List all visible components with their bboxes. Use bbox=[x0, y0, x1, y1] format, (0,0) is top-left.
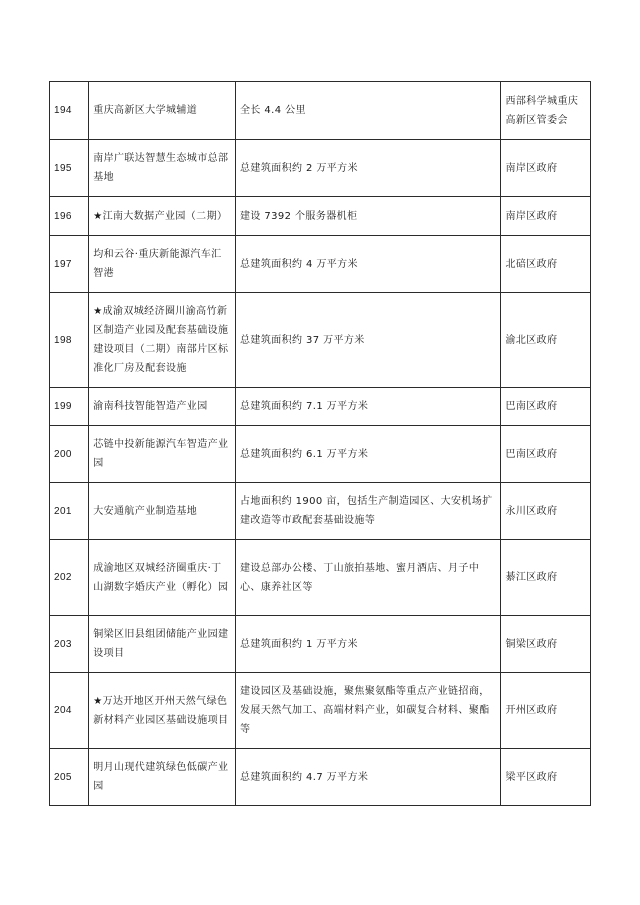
project-content: 总建筑面积约 4.7 万平方米 bbox=[236, 749, 501, 806]
project-name: 均和云谷·重庆新能源汽车汇智港 bbox=[89, 236, 236, 293]
table-row bbox=[50, 140, 591, 197]
project-content: 建设园区及基础设施，聚焦聚氨酯等重点产业链招商，发展天然气加工、高端材料产业，如碳复合材料、聚酯等 bbox=[236, 673, 501, 749]
row-number: 205 bbox=[50, 749, 89, 806]
project-content: 总建筑面积约 2 万平方米 bbox=[236, 140, 501, 197]
project-name: 铜梁区旧县组团储能产业园建设项目 bbox=[89, 616, 236, 673]
table-row bbox=[50, 483, 591, 540]
responsible-unit: 西部科学城重庆高新区管委会 bbox=[501, 82, 591, 140]
project-content: 总建筑面积约 6.1 万平方米 bbox=[236, 426, 501, 483]
table-row bbox=[50, 388, 591, 426]
row-number: 198 bbox=[50, 293, 89, 388]
responsible-unit: 南岸区政府 bbox=[501, 140, 591, 197]
responsible-unit: 渝北区政府 bbox=[501, 293, 591, 388]
responsible-unit: 铜梁区政府 bbox=[501, 616, 591, 673]
row-number: 196 bbox=[50, 197, 89, 236]
row-number: 201 bbox=[50, 483, 89, 540]
row-number: 202 bbox=[50, 540, 89, 616]
project-content: 建设总部办公楼、丁山旅拍基地、蜜月酒店、月子中心、康养社区等 bbox=[236, 540, 501, 616]
row-number: 204 bbox=[50, 673, 89, 749]
project-table-body bbox=[50, 82, 591, 806]
project-content: 总建筑面积约 1 万平方米 bbox=[236, 616, 501, 673]
row-number: 195 bbox=[50, 140, 89, 197]
project-name: 南岸广联达智慧生态城市总部基地 bbox=[89, 140, 236, 197]
table-row bbox=[50, 540, 591, 616]
responsible-unit: 綦江区政府 bbox=[501, 540, 591, 616]
responsible-unit: 永川区政府 bbox=[501, 483, 591, 540]
row-number: 203 bbox=[50, 616, 89, 673]
responsible-unit: 巴南区政府 bbox=[501, 426, 591, 483]
table-row bbox=[50, 616, 591, 673]
responsible-unit: 南岸区政府 bbox=[501, 197, 591, 236]
row-number: 200 bbox=[50, 426, 89, 483]
table-row bbox=[50, 426, 591, 483]
row-number: 197 bbox=[50, 236, 89, 293]
responsible-unit: 北碚区政府 bbox=[501, 236, 591, 293]
project-content: 总建筑面积约 7.1 万平方米 bbox=[236, 388, 501, 426]
responsible-unit: 梁平区政府 bbox=[501, 749, 591, 806]
table-row bbox=[50, 236, 591, 293]
project-content: 建设 7392 个服务器机柜 bbox=[236, 197, 501, 236]
project-table bbox=[49, 81, 591, 806]
project-name: ★万达开地区开州天然气绿色新材料产业园区基础设施项目 bbox=[89, 673, 236, 749]
table-row bbox=[50, 749, 591, 806]
project-content: 全长 4.4 公里 bbox=[236, 82, 501, 140]
row-number: 199 bbox=[50, 388, 89, 426]
project-content: 总建筑面积约 37 万平方米 bbox=[236, 293, 501, 388]
project-name: ★江南大数据产业园（二期） bbox=[89, 197, 236, 236]
project-name: 明月山现代建筑绿色低碳产业园 bbox=[89, 749, 236, 806]
project-content: 总建筑面积约 4 万平方米 bbox=[236, 236, 501, 293]
table-row bbox=[50, 82, 591, 140]
project-name: 重庆高新区大学城辅道 bbox=[89, 82, 236, 140]
project-name: ★成渝双城经济圈川渝高竹新区制造产业园及配套基础设施建设项目（二期）南部片区标准化厂房及配套设施 bbox=[89, 293, 236, 388]
project-name: 芯链中投新能源汽车智造产业园 bbox=[89, 426, 236, 483]
project-name: 大安通航产业制造基地 bbox=[89, 483, 236, 540]
row-number: 194 bbox=[50, 82, 89, 140]
table-row bbox=[50, 293, 591, 388]
table-row bbox=[50, 673, 591, 749]
responsible-unit: 开州区政府 bbox=[501, 673, 591, 749]
responsible-unit: 巴南区政府 bbox=[501, 388, 591, 426]
project-name: 成渝地区双城经济圈重庆·丁山湖数字婚庆产业（孵化）园 bbox=[89, 540, 236, 616]
project-content: 占地面积约 1900 亩，包括生产制造园区、大安机场扩建改造等市政配套基础设施等 bbox=[236, 483, 501, 540]
project-name: 渝南科技智能智造产业园 bbox=[89, 388, 236, 426]
table-row bbox=[50, 197, 591, 236]
